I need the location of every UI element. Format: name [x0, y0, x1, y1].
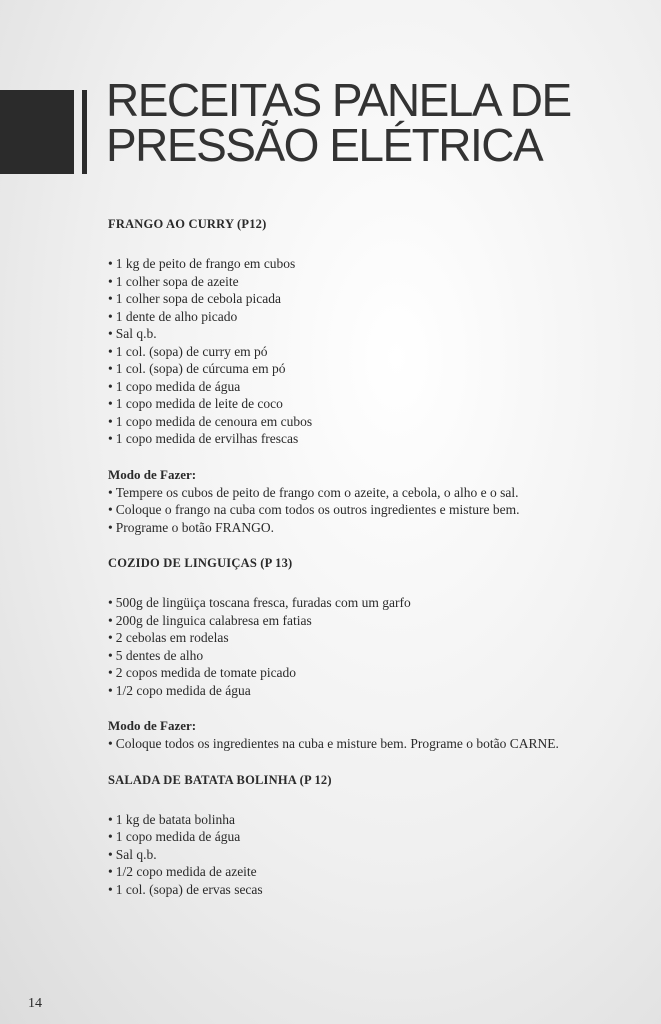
ingredient-item: • 1 kg de peito de frango em cubos [108, 255, 628, 273]
recipe-heading: COZIDO DE LINGUIÇAS (P 13) [108, 556, 293, 570]
ingredient-item: • 1 dente de alho picado [108, 308, 628, 326]
recipes-content [108, 215, 628, 898]
ingredient-item: • 1 copo medida de cenoura em cubos [108, 413, 628, 431]
ingredient-item: • 200g de linguica calabresa em fatias [108, 612, 628, 630]
method-step: • Coloque o frango na cuba com todos os outros ingredientes e misture bem. [108, 501, 628, 519]
ingredient-item: • 1/2 copo medida de azeite [108, 863, 628, 881]
method-step: • Programe o botão FRANGO. [108, 519, 628, 537]
recipe-heading: FRANGO AO CURRY (P12) [108, 217, 267, 231]
ingredient-item: • 1 copo medida de ervilhas frescas [108, 430, 628, 448]
ingredient-item: • 1 copo medida de água [108, 828, 628, 846]
recipe-salada-de-batata-bolinha [108, 771, 628, 899]
ingredient-item: • 2 copos medida de tomate picado [108, 664, 628, 682]
page-number: 14 [28, 996, 42, 1011]
ingredients-list [108, 255, 628, 448]
ingredient-item: • 1 copo medida de leite de coco [108, 395, 628, 413]
ingredient-item: • 1 colher sopa de cebola picada [108, 290, 628, 308]
ingredient-item: • Sal q.b. [108, 846, 628, 864]
page-title [106, 74, 571, 171]
page-title-line-2: PRESSÃO ELÉTRICA [106, 119, 543, 171]
ingredient-item: • 1 col. (sopa) de cúrcuma em pó [108, 360, 628, 378]
page-title-line-1: RECEITAS PANELA DE [106, 74, 571, 126]
ingredient-item: • 1 kg de batata bolinha [108, 811, 628, 829]
ingredient-item: • 1 col. (sopa) de ervas secas [108, 881, 628, 899]
ingredient-item: • 1 copo medida de água [108, 378, 628, 396]
ingredient-item: • Sal q.b. [108, 325, 628, 343]
ingredients-list [108, 594, 628, 699]
method-label: Modo de Fazer: [108, 466, 197, 482]
title-decorative-rule [82, 90, 87, 174]
ingredient-item: • 2 cebolas em rodelas [108, 629, 628, 647]
ingredient-item: • 1 colher sopa de azeite [108, 273, 628, 291]
recipe-heading: SALADA DE BATATA BOLINHA (P 12) [108, 772, 332, 787]
method-label: Modo de Fazer: [108, 718, 197, 733]
method-step: • Tempere os cubos de peito de frango com o azeite, a cebola, o alho e o sal. [108, 484, 628, 502]
ingredient-item: • 1 col. (sopa) de curry em pó [108, 343, 628, 361]
method-step: • Coloque todos os ingredientes na cuba e misture bem. Programe o botão CARNE. [108, 735, 628, 753]
ingredient-item: • 500g de lingüiça toscana fresca, furadas com um garfo [108, 594, 628, 612]
ingredient-item: • 5 dentes de alho [108, 647, 628, 665]
ingredient-item: • 1/2 copo medida de água [108, 682, 628, 700]
ingredients-list [108, 811, 628, 899]
recipe-cozido-de-linguicas [108, 554, 628, 753]
title-decorative-block [0, 90, 74, 174]
recipe-frango-ao-curry [108, 215, 628, 536]
method-list [108, 735, 628, 753]
method-list [108, 484, 628, 537]
